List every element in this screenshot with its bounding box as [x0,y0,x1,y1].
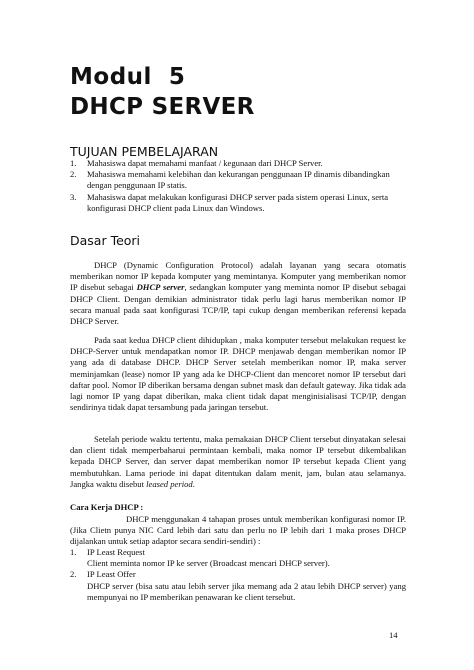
page-title: DHCP SERVER [70,94,255,120]
step-title: IP Least Request [87,547,145,557]
paragraph-text: Setelah periode waktu tertentu, maka pemakaian DHCP Client tersebut dinyatakan selesai dan client tidak memperbaharui permintaan kembali, maka nomor IP tersebut dikembalikan kepada DHCP Server, dan server dapat memberikan nomor IP tersebut kepada Client yang membutuhkan. Lama periode ini dapat ditentukan dalam menit, jam, bulan atau selamanya. Jangka waktu disebut [70,434,406,489]
emphasis-leased-period: leased period [146,478,193,489]
paragraph-text: , sedangkan komputer yang meminta nomor IP disebut sebagai DHCP Client. Dengan demikian administrator tidak perlu lagi harus memberikan nomor IP secara manual pada saat konfigurasi TCP/IP, tapi cukup dengan memberikan referensi kepada DHCP Server. [70,282,406,327]
tujuan-heading: TUJUAN PEMBELAJARAN [70,144,219,159]
list-item-text: Mahasiswa dapat melakukan konfigurasi DHCP server pada sistem operasi Linux, serta konfigurasi DHCP client pada Linux dan Windows. [87,191,389,213]
paragraph-text: DHCP (Dynamic Configuration Protocol) adalah layanan yang secara otomatis memberikan nomor IP kepada komputer yang memintanya. Komputer yang memberikan nomor IP disebut sebagai [70,260,406,293]
cara-kerja-heading: Cara Kerja DHCP : [70,502,144,512]
emphasis-dhcp-server: DHCP server [136,282,185,293]
list-item-text: Mahasiswa dapat memahami manfaat / kegunaan dari DHCP Server. [87,158,323,168]
step-title: IP Least Offer [87,569,136,580]
step-description: Client meminta nomor IP ke server (Broadcast mencari DHCP server). [87,558,330,569]
list-item-number: 1. [70,547,77,557]
list-item-number: 2. [70,169,77,180]
paragraph-dhcp-process: Pada saat kedua DHCP client dihidupkan , maka komputer tersebut melakukan request ke DHCP-Server untuk mendapatkan nomor IP. DHCP menjawab dengan memberikan nomor IP yang ada di database DHCP. DHCP Server setelah memberikan nomor IP, maka server meminjamkan (lease) nomor IP yang ada ke DHCP-Client dan mencoret nomor IP tersebut dari daftar pool. Nomor IP diberikan bersama dengan subnet mask dan default gateway. Jika tidak ada lagi nomor IP yang dapat diberikan, maka client tidak dapat menginisialisasi TCP/IP, dengan sendirinya tidak dapat tersambung pada jaringan tersebut. [70,335,406,413]
paragraph-text: . [192,478,195,489]
steps-list [70,547,406,603]
list-item-number: 1. [70,158,77,168]
dasar-teori-heading: Dasar Teori [70,233,141,248]
list-item-number: 3. [70,191,77,202]
page-number: 14 [389,630,398,640]
module-label: Modul 5 [70,64,186,90]
step-description: DHCP server (bisa satu atau lebih server jika memang ada 2 atau lebih DHCP server) yang mempunyai no IP memberikan penawaran ke client tersebut. [87,580,406,602]
list-item [70,547,406,569]
list-item [70,192,406,214]
list-item [70,569,406,603]
list-item [70,169,406,191]
tujuan-list [70,158,406,214]
paragraph-dhcp-definition [70,260,406,327]
list-item-text: Mahasiswa memahami kelebihan dan kekurangan penggunaan IP dinamis dibandingkan dengan penggunaan IP statis. [87,169,390,191]
paragraph-lease-period [70,434,406,490]
list-item-number: 2. [70,569,77,580]
list-item [70,158,406,169]
paragraph-cara-kerja-intro: DHCP menggunakan 4 tahapan proses untuk memberikan konfigurasi nomor IP. (Jika Clietn punya NIC Card lebih dari satu dan perlu no IP lebih dari 1 maka proses DHCP dijalankan untuk setiap adaptor secara sendiri-sendiri) : [70,514,406,547]
